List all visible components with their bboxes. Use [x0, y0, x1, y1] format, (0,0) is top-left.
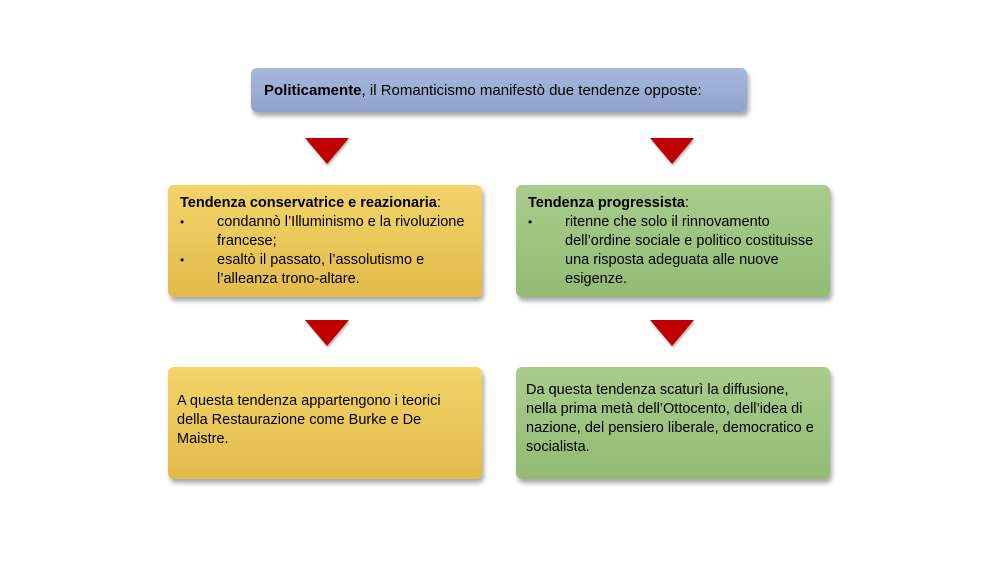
conservative-result-text: A questa tendenza appartengono i teorici della Restaurazione come Burke e De Maistre.: [177, 393, 441, 447]
progressive-bullets: [528, 213, 818, 289]
conservative-bullet-2: esaltò il passato, l’assolutismo e l’alleanza trono-altare.: [217, 252, 425, 287]
progressive-result-text: Da questa tendenza scaturì la diffusione, nella prima metà dell’Ottocento, dell’idea di nazione, del pensiero liberale, democratico e socialista.: [526, 382, 814, 455]
progressive-heading: Tendenza progressista: [528, 195, 685, 211]
bullet-icon: •: [528, 215, 533, 229]
intro-bold: Politicamente: [264, 81, 362, 99]
conservative-result-box: [168, 367, 482, 479]
arrow-down-left-2: [305, 320, 349, 346]
bullet-icon: •: [180, 253, 185, 267]
bullet-icon: •: [180, 215, 185, 229]
progressive-box: [516, 185, 830, 297]
conservative-colon: :: [436, 195, 441, 211]
list-item: [180, 213, 470, 251]
progressive-bullet-1: ritenne che solo il rinnovamento dell’ordine sociale e politico costituisse una risposta adeguata alle nuove esigenze.: [565, 214, 814, 287]
list-item: [528, 213, 818, 289]
conservative-bullet-1: condannò l’Illuminismo e la rivoluzione francese;: [217, 214, 465, 249]
intro-text: , il Romanticismo manifestò due tendenze opposte:: [361, 81, 702, 99]
list-item: [180, 251, 470, 289]
arrow-down-right-2: [650, 320, 694, 346]
conservative-heading: Tendenza conservatrice e reazionaria: [180, 195, 437, 211]
progressive-result-box: [516, 367, 830, 479]
conservative-bullets: [180, 213, 470, 289]
arrow-down-left-1: [305, 138, 349, 164]
conservative-box: [168, 185, 482, 297]
arrow-down-right-1: [650, 138, 694, 164]
intro-box: [251, 68, 747, 112]
progressive-colon: :: [684, 195, 689, 211]
